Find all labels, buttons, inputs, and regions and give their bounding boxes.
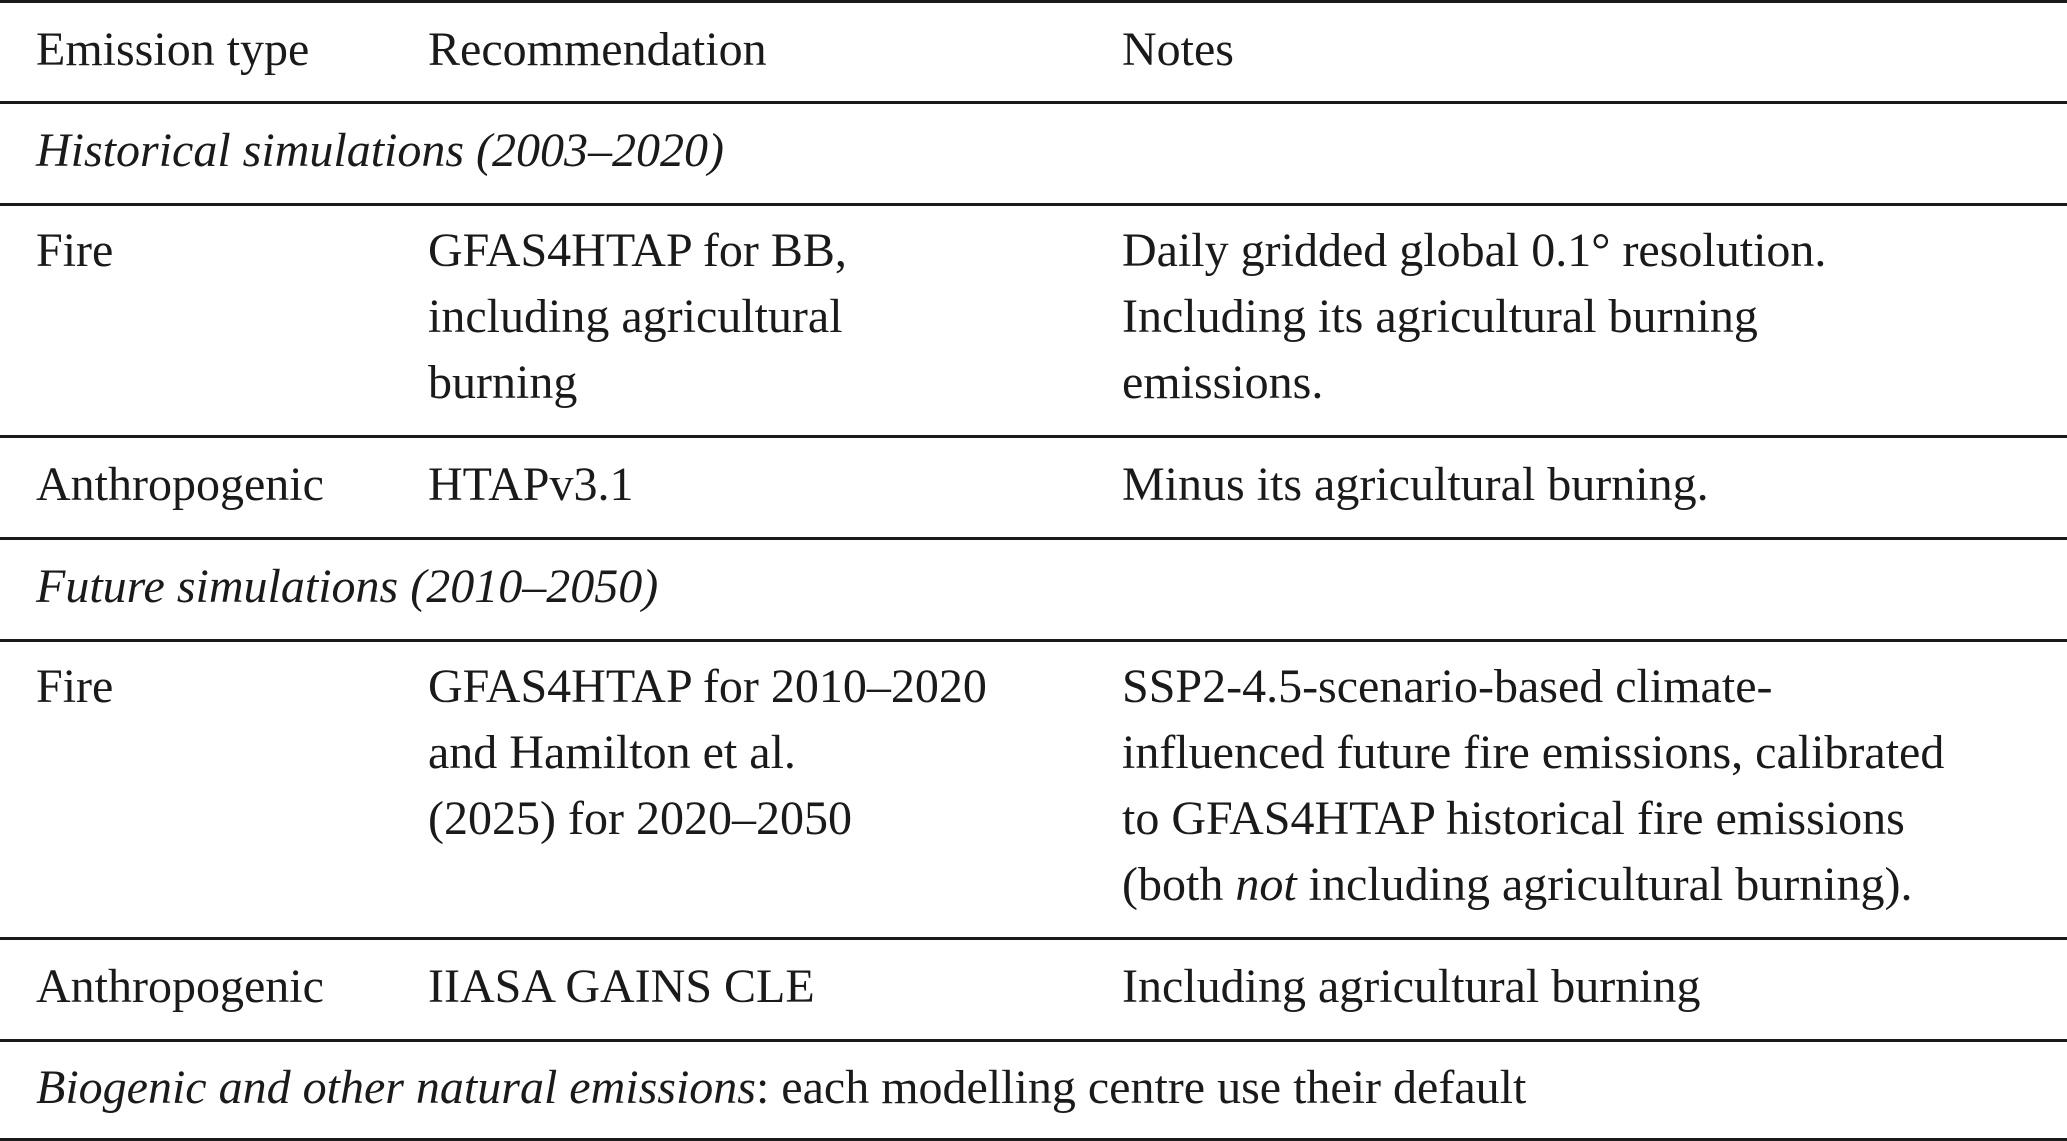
future-anthropogenic-type: Anthropogenic	[36, 960, 324, 1013]
section-heading-future: Future simulations (2010–2050)	[36, 560, 659, 613]
historical-anthropogenic-recommendation: HTAPv3.1	[428, 458, 634, 511]
historical-fire-recommendation-line: GFAS4HTAP for BB,	[428, 224, 847, 277]
table-rule-historical-heading	[0, 203, 2067, 206]
future-anthropogenic-notes: Including agricultural burning	[1122, 960, 1701, 1013]
table-rule-future-heading	[0, 639, 2067, 642]
historical-anthropogenic-notes: Minus its agricultural burning.	[1122, 458, 1709, 511]
table-rule-historical-fire	[0, 435, 2067, 438]
table-rule-future-fire	[0, 937, 2067, 940]
future-fire-notes	[1122, 654, 1944, 918]
future-fire-recommendation-line: (2025) for 2020–2050	[428, 792, 852, 845]
section-heading-historical: Historical simulations (2003–2020)	[36, 124, 725, 177]
future-fire-recommendation-line: GFAS4HTAP for 2010–2020	[428, 660, 987, 713]
historical-fire-notes-line: Including its agricultural burning	[1122, 290, 1758, 343]
future-fire-notes-emphasis: not	[1235, 858, 1297, 911]
table-rule-header	[0, 101, 2067, 104]
future-fire-notes-prefix: (both	[1122, 858, 1236, 911]
historical-fire-recommendation-line: burning	[428, 356, 578, 409]
historical-fire-type: Fire	[36, 224, 114, 277]
historical-anthropogenic-type: Anthropogenic	[36, 458, 324, 511]
future-fire-notes-suffix: including agricultural burning).	[1296, 858, 1913, 911]
table-rule-top	[0, 0, 2067, 3]
historical-fire-notes	[1122, 218, 1826, 416]
future-fire-notes-line-last	[1122, 852, 1944, 918]
historical-fire-recommendation	[428, 218, 847, 416]
future-fire-notes-line: influenced future fire emissions, calibrated	[1122, 726, 1945, 779]
historical-fire-notes-line: emissions.	[1122, 356, 1324, 409]
column-header-emission-type: Emission type	[36, 23, 310, 76]
column-header-notes: Notes	[1122, 23, 1234, 76]
table-rule-future-anthropogenic	[0, 1039, 2067, 1042]
future-fire-notes-line: to GFAS4HTAP historical fire emissions	[1122, 792, 1905, 845]
table-footer-text: : each modelling centre use their default	[755, 1061, 1527, 1114]
table-footer-emphasis: Biogenic and other natural emissions	[36, 1061, 756, 1114]
column-header-recommendation: Recommendation	[428, 23, 767, 76]
future-fire-recommendation-line: and Hamilton et al.	[428, 726, 796, 779]
future-anthropogenic-recommendation: IIASA GAINS CLE	[428, 960, 815, 1013]
table-rule-historical-anthropogenic	[0, 537, 2067, 540]
historical-fire-notes-line: Daily gridded global 0.1° resolution.	[1122, 224, 1827, 277]
table-footer-note	[36, 1055, 1526, 1121]
future-fire-notes-line: SSP2-4.5-scenario-based climate-	[1122, 660, 1773, 713]
future-fire-recommendation	[428, 654, 987, 852]
historical-fire-recommendation-line: including agricultural	[428, 290, 843, 343]
future-fire-type: Fire	[36, 660, 114, 713]
